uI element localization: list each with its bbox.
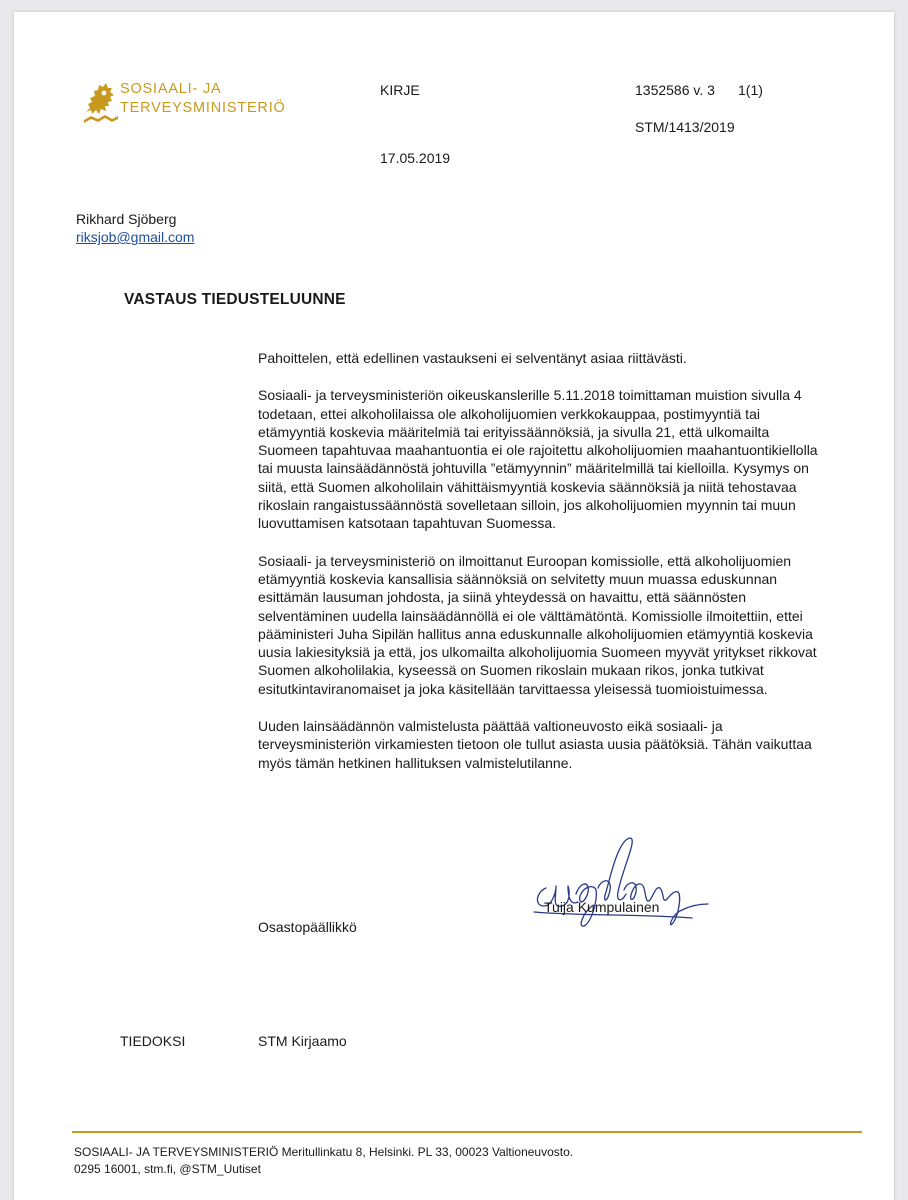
footer-divider xyxy=(72,1131,862,1133)
org-name xyxy=(120,80,286,118)
signer-name: Tuija Kumpulainen xyxy=(544,899,660,915)
cc-label: TIEDOKSI xyxy=(120,1033,186,1049)
footer xyxy=(74,1144,573,1178)
body-paragraph: Uuden lainsäädännön valmistelusta päättää valtioneuvosto eikä sosiaali- ja terveysministeriön virkamiesten tietoon ole tullut asiasta uusia päätöksiä. Tähän vaikuttaa myös tämän hetkinen hallituksen valmistelutilanne. xyxy=(258,718,812,771)
doc-type: KIRJE xyxy=(380,82,420,98)
doc-id: 1352586 v. 3 xyxy=(635,82,715,98)
letter-subject: VASTAUS TIEDUSTELUUNNE xyxy=(124,291,346,308)
handwritten-signature xyxy=(522,830,722,930)
footer-address: SOSIAALI- JA TERVEYSMINISTERIÖ Meritullinkatu 8, Helsinki. PL 33, 00023 Valtioneuvosto. xyxy=(74,1145,574,1159)
body-paragraph: Pahoittelen, että edellinen vastaukseni ei selventänyt asiaa riittävästi. xyxy=(258,350,687,366)
org-name-line2: TERVEYSMINISTERIÖ xyxy=(120,100,286,116)
cc-recipient: STM Kirjaamo xyxy=(258,1033,347,1049)
org-name-line1: SOSIAALI- JA xyxy=(120,81,222,97)
recipient-name: Rikhard Sjöberg xyxy=(76,211,177,227)
page-number: 1(1) xyxy=(738,82,763,98)
footer-contact: 0295 16001, stm.fi, @STM_Uutiset xyxy=(74,1162,261,1176)
reference-number: STM/1413/2019 xyxy=(635,119,735,135)
letter-page xyxy=(14,12,894,1200)
recipient-email-link[interactable]: riksjob@gmail.com xyxy=(76,229,195,245)
letter-body xyxy=(258,349,828,791)
body-paragraph: Sosiaali- ja terveysministeriön oikeuskanslerille 5.11.2018 toimittaman muistion sivulla 4 todetaan, ettei alkoholilaissa ole alkoholijuomien verkkokauppaa, postimyyntiä tai etämyyntiä koskevia määritelmiä tai erityissäännöksiä, ja sivulla 21, että ulkomailta Suomeen tapahtuvaa maahantuontia ei ole rajoitettu alkoholijuomien maahantuontikiellolla tai muusta lainsäädännöstä johtuvilla ”etämyynnin” määritelmillä tai kielloilla. Kysymys on siitä, että Suomen alkoholilain vähittäismyyntiä koskevia säännöksiä ja niitä tehostavaa rikoslain rangaistussäännöstä sovelletaan silloin, jos alkoholijuomien myynnin tai muun luovuttamisen katsotaan tapahtuvan Suomessa. xyxy=(258,387,818,532)
body-paragraph: Sosiaali- ja terveysministeriö on ilmoittanut Euroopan komissiolle, että alkoholijuomien etämyyntiä koskevia kansallisia säännöksiä on selvitetty muun muassa eduskunnan esittämän lausuman johdosta, ja siinä yhteydessä on havaittu, että säännösten selventäminen uudella lainsäädännöllä ei ole välttämätöntä. Komissiolle ilmoitettiin, ettei pääministeri Juha Sipilän hallitus anna eduskunnalle alkoholijuomien etämyyntiä koskevia uusia lakiesityksiä ja että, jos ulkomailta alkoholijuomia Suomeen myyvät yritykset rikkovat Suomen alkoholilakia, kyseessä on Suomen rikoslain mukaan rikos, jonka tutkivat esitutkintaviranomaiset ja joka käsitellään tarvittaessa yleisessä tuomioistuimessa. xyxy=(258,552,817,697)
letter-date: 17.05.2019 xyxy=(380,150,451,166)
ministry-lion-logo-icon xyxy=(82,78,120,124)
signer-title: Osastopäällikkö xyxy=(258,919,357,935)
recipient-block xyxy=(76,210,194,246)
